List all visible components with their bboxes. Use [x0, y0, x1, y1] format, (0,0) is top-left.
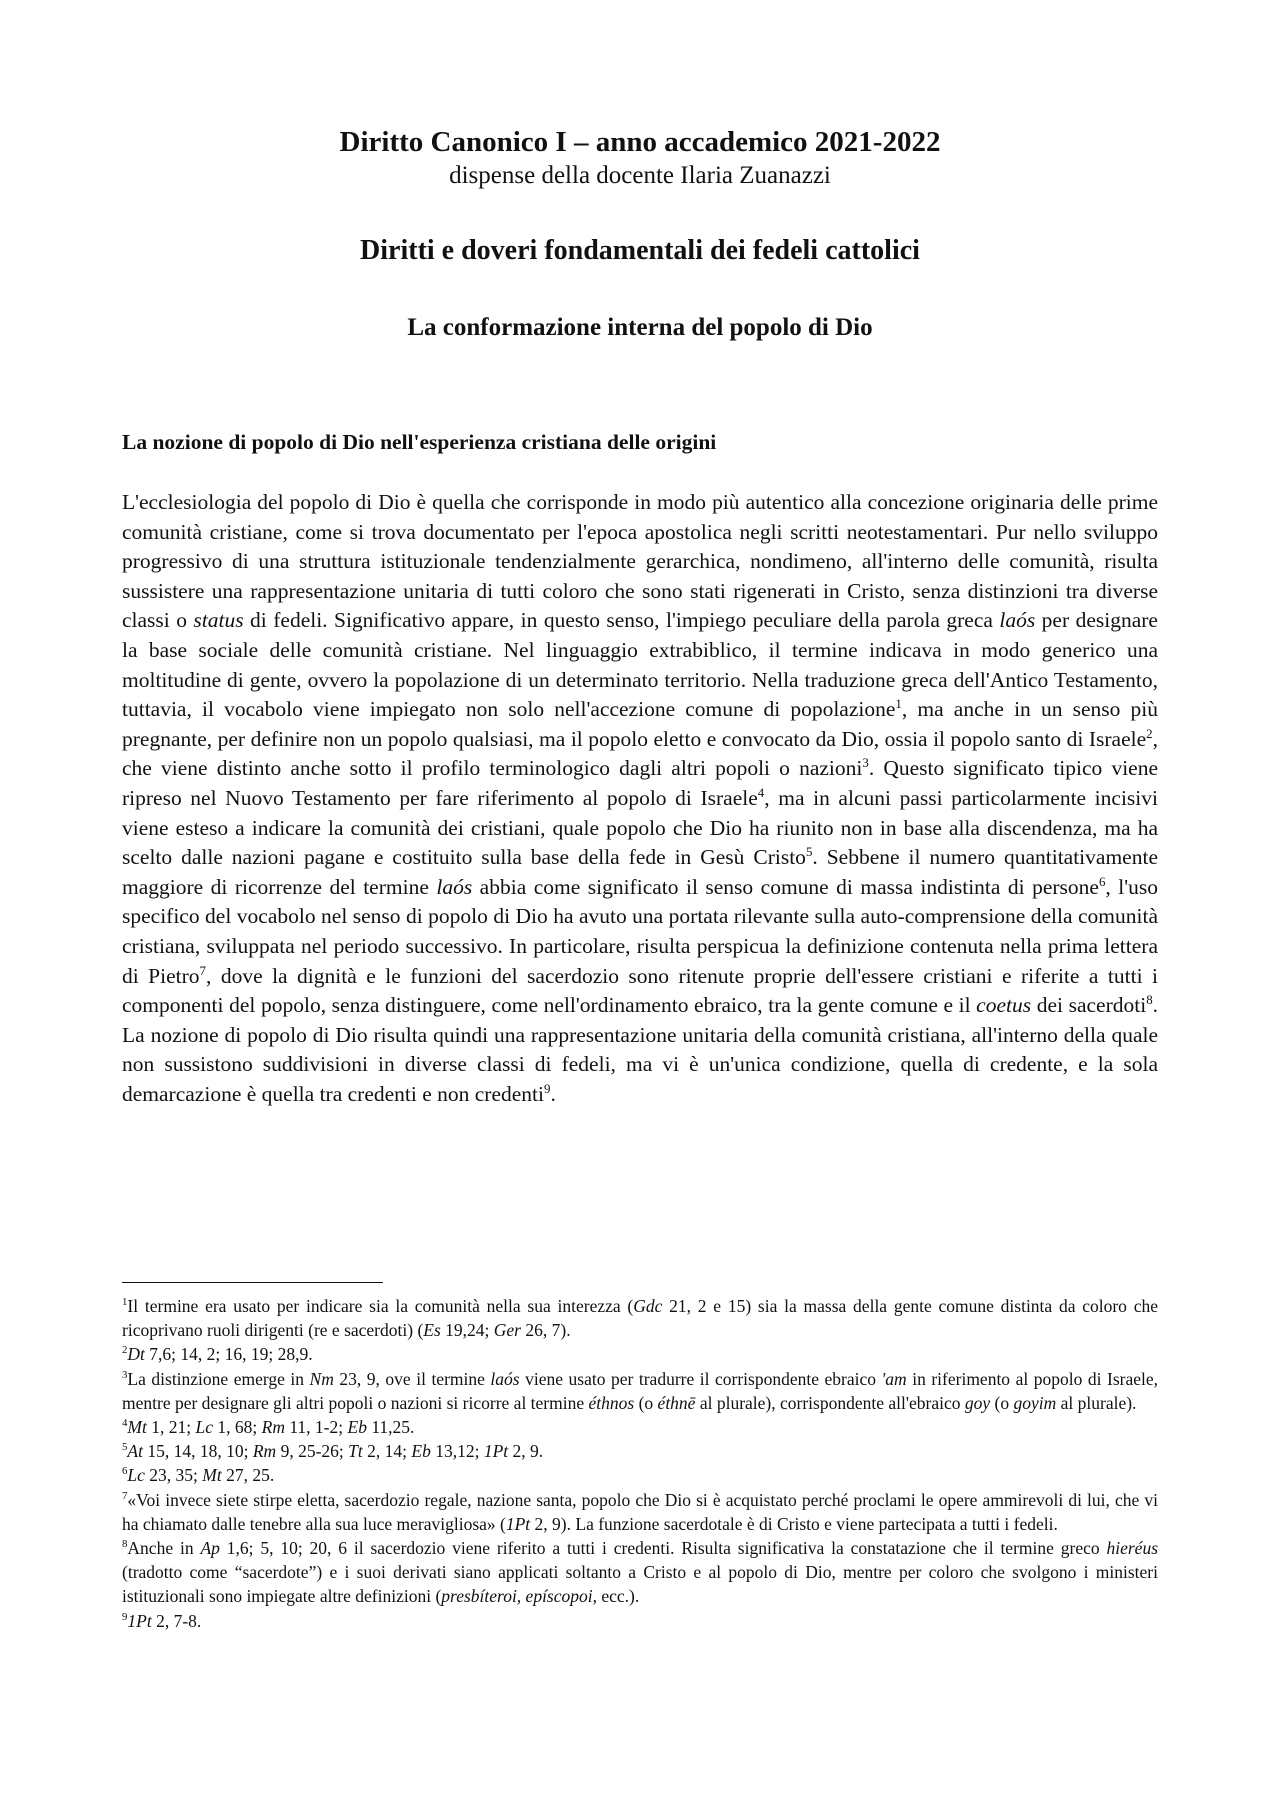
footnote-separator	[122, 1282, 383, 1283]
footnote-5: $^5$At 15, 14, 18, 10; Rm 9, 25-26; Tt 2, 14; Eb 13,12; 1Pt 2, 9.	[122, 1441, 544, 1462]
footnote-ref-1[interactable]: 1	[895, 697, 902, 711]
author-line: dispense della docente Ilaria Zuanazzi	[449, 162, 831, 189]
footnote-ref-7[interactable]: 7	[199, 963, 206, 978]
footnote-ref-6[interactable]: 6	[1098, 874, 1106, 889]
subsection-title: La nozione di popolo di Dio nell'esperienza cristiana delle origini	[122, 430, 717, 454]
footnote-1: $^1$Il termine era usato per indicare sia la comunità nella sua interezza (Gdc 21, 2 e 15) sia la massa della gente comune distinta da coloro che ricoprivano ruoli dirigenti (re e sacerdoti) (Es 19,24; Ger 26, 7).	[122, 1296, 1158, 1341]
main-title: Diritti e doveri fondamentali dei fedeli cattolici	[360, 235, 920, 266]
footnote-2: $^2$Dt 7,6; 14, 2; 16, 19; 28,9.	[122, 1344, 313, 1365]
footnote-ref-5[interactable]: 5	[805, 844, 813, 859]
footnote-ref-2[interactable]: 2	[1146, 726, 1153, 741]
footnote-4: $^4$Mt 1, 21; Lc 1, 68; Rm 11, 1-2; Eb 11,25.	[122, 1417, 415, 1438]
footnote-6: $^6$Lc 23, 35; Mt 27, 25.	[122, 1465, 275, 1486]
footnote-ref-8[interactable]: 8	[1146, 992, 1153, 1007]
footnote-9: $^9$1Pt 2, 7-8.	[122, 1610, 202, 1631]
footnote-ref-4[interactable]: 4	[757, 785, 765, 800]
footnote-ref-3[interactable]: 3	[862, 756, 869, 771]
footnote-3: $^3$La distinzione emerge in Nm 23, 9, ove il termine laós viene usato per tradurre il corrispondente ebraico 'am in riferimento al popolo di Israele, mentre per designare gli altri popoli o nazioni si ricorre al termine éthnos (o éthnē al plurale), corrispondente all'ebraico goy (o goyim al plurale).	[122, 1368, 1158, 1413]
section-title: La conformazione interna del popolo di Dio	[407, 314, 873, 341]
footnote-7: $^7$«Voi invece siete stirpe eletta, sacerdozio regale, nazione santa, popolo che Dio si è acquistato perché proclami le opere ammirevoli di lui, che vi ha chiamato dalle tenebre alla sua luce meravigliosa» (1Pt 2, 9). La funzione sacerdotale è di Cristo e viene partecipata a tutti i fedeli.	[122, 1489, 1158, 1534]
footnotes	[122, 1294, 1158, 1633]
footnote-8: $^8$Anche in Ap 1,6; 5, 10; 20, 6 il sacerdozio viene riferito a tutti i credenti. Risulta significativa la constatazione che il termine greco hieréus (tradotto come “sacerdote”) e i suoi derivati siano applicati soltanto a Cristo e al popolo di Dio, mentre per coloro che svolgono i ministeri istituzionali sono impiegate altre definizioni (presbíteroi, epíscopoi, ecc.).	[122, 1538, 1159, 1607]
body-paragraph: L'ecclesiologia del popolo di Dio è quella che corrisponde in modo più autentico alla concezione originaria delle prime comunità cristiane, come si trova documentato per l'epoca apostolica negli scritti neotestamentari. Pur nello sviluppo progressivo di una struttura istituzionale tendenzialmente gerarchica, nondimeno, all'interno delle comunità, risulta sussistere una rappresentazione unitaria di tutti coloro che sono stati rigenerati in Cristo, senza distinzioni tra diverse classi o status di fedeli. Significativo appare, in questo senso, l'impiego peculiare della parola greca laós per designare la base sociale delle comunità cristiane. Nel linguaggio extrabiblico, il termine indicava in modo generico una moltitudine di gente, ovvero la popolazione di un determinato territorio. Nella traduzione greca dell'Antico Testamento, tuttavia, il vocabolo viene impiegato non solo nell'accezione comune di popolazione$^1$, ma anche in un senso più pregnante, per definire non un popolo qualsiasi, ma il popolo eletto e convocato da Dio, ossia il popolo santo di Israele$^2$, che viene distinto anche sotto il profilo terminologico dagli altri popoli o nazioni$^3$. Questo significato tipico viene ripreso nel Nuovo Testamento per fare riferimento al popolo di Israele$^4$, ma in alcuni passi particolarmente incisivi viene esteso a indicare la comunità dei cristiani, quale popolo che Dio ha riunito non in base alla discendenza, ma ha scelto dalle nazioni pagane e costituito sulla base della fede in Gesù Cristo$^5$. Sebbene il numero quantitativamente maggiore di ricorrenze del termine laós abbia come significato il senso comune di massa indistinta di persone$^6$, l'uso specifico del vocabolo nel senso di popolo di Dio ha avuto una portata rilevante sulla auto-comprensione della comunità cristiana, sviluppata nel periodo successivo. In particolare, risulta perspicua la definizione contenuta nella prima lettera di Pietro$^7$, dove la dignità e le funzioni del sacerdozio sono ritenute proprie dell'essere cristiani e riferite a tutti i componenti del popolo, senza distinguere, come nell'ordinamento ebraico, tra la gente comune e il coetus dei sacerdoti$^8$. La nozione di popolo di Dio risulta quindi una rappresentazione unitaria della comunità cristiana, all'interno della quale non sussistono suddivisioni in diverse classi di fedeli, ma vi è un'unica condizione, quella di credente, e la sola demarcazione è quella tra credenti e non credenti$^9$.	[122, 490, 1159, 1106]
document-header	[122, 124, 1158, 344]
course-title: Diritto Canonico I – anno accademico 2021-2022	[339, 126, 941, 158]
footnote-ref-9[interactable]: 9	[544, 1081, 551, 1096]
